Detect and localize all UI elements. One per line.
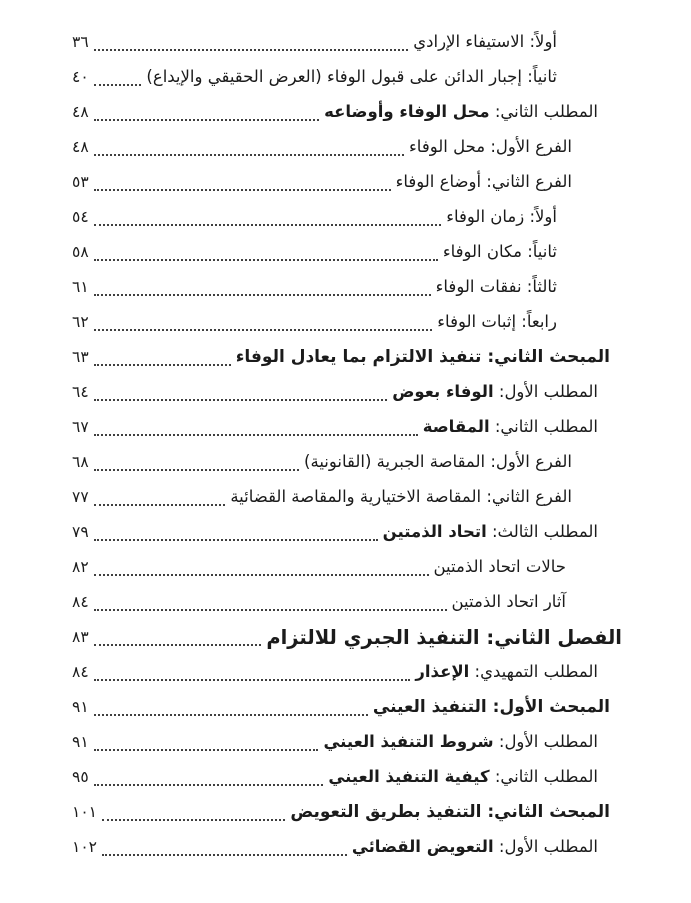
toc-entry-text-bold: الفصل الثاني: التنفيذ الجبري للالتزام xyxy=(266,625,622,649)
toc-row xyxy=(72,760,622,795)
toc-entry-text-bold: المبحث الثاني: التنفيذ بطريق التعويض xyxy=(290,802,610,822)
dot-leader xyxy=(94,489,226,506)
dot-leader xyxy=(94,104,319,121)
toc-entry-title xyxy=(423,419,598,436)
page-number: ٤٨ xyxy=(72,102,89,121)
dot-leader xyxy=(94,699,368,716)
toc-row xyxy=(72,270,622,305)
toc-entry-text: المطلب التمهيدي: xyxy=(469,662,598,682)
toc-row xyxy=(72,550,622,585)
page-number: ٦٣ xyxy=(72,347,89,366)
toc-entry-text: آثار اتحاد الذمتين xyxy=(451,592,566,612)
page-number: ٦١ xyxy=(72,277,89,296)
page-number: ٨٤ xyxy=(72,662,89,681)
toc-row xyxy=(72,130,622,165)
toc-entry-title xyxy=(266,625,622,649)
toc-entry-text: الفرع الثاني: أوضاع الوفاء xyxy=(395,172,572,192)
dot-leader xyxy=(94,384,388,401)
dot-leader xyxy=(94,314,433,331)
page-number: ٩١ xyxy=(72,697,89,716)
dot-leader xyxy=(102,804,285,821)
toc-entry-text: أولاً: الاستيفاء الإرادي xyxy=(413,32,557,52)
toc-entry-text-bold: اتحاد الذمتين xyxy=(382,522,487,542)
toc-row xyxy=(72,375,622,410)
page-number: ٨٣ xyxy=(72,627,89,646)
toc-row xyxy=(72,305,622,340)
toc-entry-text: ثالثاً: نفقات الوفاء xyxy=(435,277,557,297)
toc-row xyxy=(72,25,622,60)
toc-entry-title xyxy=(437,314,557,331)
dot-leader xyxy=(94,454,299,471)
toc-row xyxy=(72,165,622,200)
page-number: ٥٤ xyxy=(72,207,89,226)
toc-row xyxy=(72,340,622,375)
dot-leader xyxy=(94,664,411,681)
toc-row xyxy=(72,515,622,550)
page-number: ١٠١ xyxy=(72,802,97,821)
toc-entry-title xyxy=(323,734,598,751)
toc-row xyxy=(72,725,622,760)
page-number: ٩٥ xyxy=(72,767,89,786)
dot-leader xyxy=(94,174,391,191)
toc-entry-title xyxy=(443,244,557,261)
dot-leader xyxy=(94,209,442,226)
toc-row xyxy=(72,445,622,480)
page-number: ٥٨ xyxy=(72,242,89,261)
toc-row xyxy=(72,620,622,655)
toc-entry-text: الفرع الأول: المقاصة الجبرية (القانونية) xyxy=(304,452,572,472)
toc-row xyxy=(72,200,622,235)
dot-leader xyxy=(94,279,431,296)
toc-list xyxy=(72,25,622,865)
toc-row xyxy=(72,655,622,690)
toc-entry-text: رابعاً: إثبات الوفاء xyxy=(437,312,557,332)
toc-entry-text-bold: شروط التنفيذ العيني xyxy=(323,732,494,752)
page-number: ٤٨ xyxy=(72,137,89,156)
toc-row xyxy=(72,830,622,865)
page-number: ٥٣ xyxy=(72,172,89,191)
toc-entry-text: المطلب الأول: xyxy=(493,837,598,857)
toc-entry-text: المطلب الأول: xyxy=(493,382,598,402)
toc-entry-text-bold: التعويض القضائي xyxy=(351,837,494,857)
toc-entry-title xyxy=(304,454,572,471)
page-number: ٤٠ xyxy=(72,67,89,86)
dot-leader xyxy=(94,139,404,156)
dot-leader xyxy=(94,559,429,576)
toc-row xyxy=(72,60,622,95)
toc-entry-title xyxy=(290,804,610,821)
dot-leader xyxy=(94,69,142,86)
page-number: ٣٦ xyxy=(72,32,89,51)
toc-entry-title xyxy=(146,69,557,86)
toc-entry-text: المطلب الثاني: xyxy=(489,767,598,787)
page-number: ٦٤ xyxy=(72,382,89,401)
toc-row xyxy=(72,410,622,445)
toc-row xyxy=(72,690,622,725)
toc-entry-text: المطلب الثالث: xyxy=(486,522,598,542)
toc-entry-title xyxy=(452,594,567,611)
toc-entry-text: ثانياً: مكان الوفاء xyxy=(442,242,557,262)
toc-entry-title xyxy=(328,769,598,786)
toc-entry-title xyxy=(415,664,598,681)
page-number: ١٠٢ xyxy=(72,837,97,856)
toc-entry-title xyxy=(373,699,610,716)
page-number: ٨٤ xyxy=(72,592,89,611)
toc-entry-text-bold: كيفية التنفيذ العيني xyxy=(328,767,490,787)
toc-entry-title xyxy=(392,384,598,401)
toc-entry-title xyxy=(236,349,610,366)
toc-entry-title xyxy=(446,209,557,226)
page-number: ٧٧ xyxy=(72,487,89,506)
toc-entry-title xyxy=(413,34,557,51)
toc-row xyxy=(72,480,622,515)
toc-entry-text: أولاً: زمان الوفاء xyxy=(446,207,557,227)
toc-entry-text: المطلب الثاني: xyxy=(489,417,598,437)
dot-leader xyxy=(94,594,447,611)
dot-leader xyxy=(94,34,409,51)
toc-entry-text: الفرع الأول: محل الوفاء xyxy=(409,137,572,157)
page-number: ٦٨ xyxy=(72,452,89,471)
dot-leader xyxy=(94,734,319,751)
dot-leader xyxy=(94,349,231,366)
toc-entry-text-bold: الوفاء بعوض xyxy=(392,382,494,402)
dot-leader xyxy=(102,839,347,856)
toc-entry-title xyxy=(230,489,572,506)
dot-leader xyxy=(94,769,324,786)
toc-entry-text-bold: المبحث الأول: التنفيذ العيني xyxy=(372,697,610,717)
toc-entry-text: ثانياً: إجبار الدائن على قبول الوفاء (العرض الحقيقي والإيداع) xyxy=(146,67,557,87)
page-number: ٩١ xyxy=(72,732,89,751)
dot-leader xyxy=(94,524,378,541)
page-number: ٧٩ xyxy=(72,522,89,541)
toc-row xyxy=(72,795,622,830)
toc-entry-title xyxy=(352,839,598,856)
toc-entry-text-bold: محل الوفاء وأوضاعه xyxy=(324,102,490,122)
toc-row xyxy=(72,585,622,620)
toc-row xyxy=(72,235,622,270)
toc-entry-text-bold: المبحث الثاني: تنفيذ الالتزام بما يعادل الوفاء xyxy=(235,347,610,367)
page-number: ٨٢ xyxy=(72,557,89,576)
toc-entry-text: المطلب الثاني: xyxy=(489,102,598,122)
toc-entry-text-bold: المقاصة xyxy=(422,417,490,437)
toc-entry-text: الفرع الثاني: المقاصة الاختيارية والمقاصة القضائية xyxy=(230,487,572,507)
toc-entry-title xyxy=(383,524,598,541)
toc-entry-title xyxy=(324,104,598,121)
toc-entry-title xyxy=(436,279,557,296)
page-number: ٦٢ xyxy=(72,312,89,331)
dot-leader xyxy=(94,244,438,261)
dot-leader xyxy=(94,419,418,436)
dot-leader xyxy=(94,629,262,646)
page-number: ٦٧ xyxy=(72,417,89,436)
toc-entry-title xyxy=(434,559,567,576)
toc-entry-text-bold: الإعذار xyxy=(415,662,470,682)
toc-entry-text: المطلب الأول: xyxy=(493,732,598,752)
toc-entry-title xyxy=(409,139,572,156)
toc-entry-title xyxy=(396,174,572,191)
toc-row xyxy=(72,95,622,130)
toc-entry-text: حالات اتحاد الذمتين xyxy=(433,557,566,577)
